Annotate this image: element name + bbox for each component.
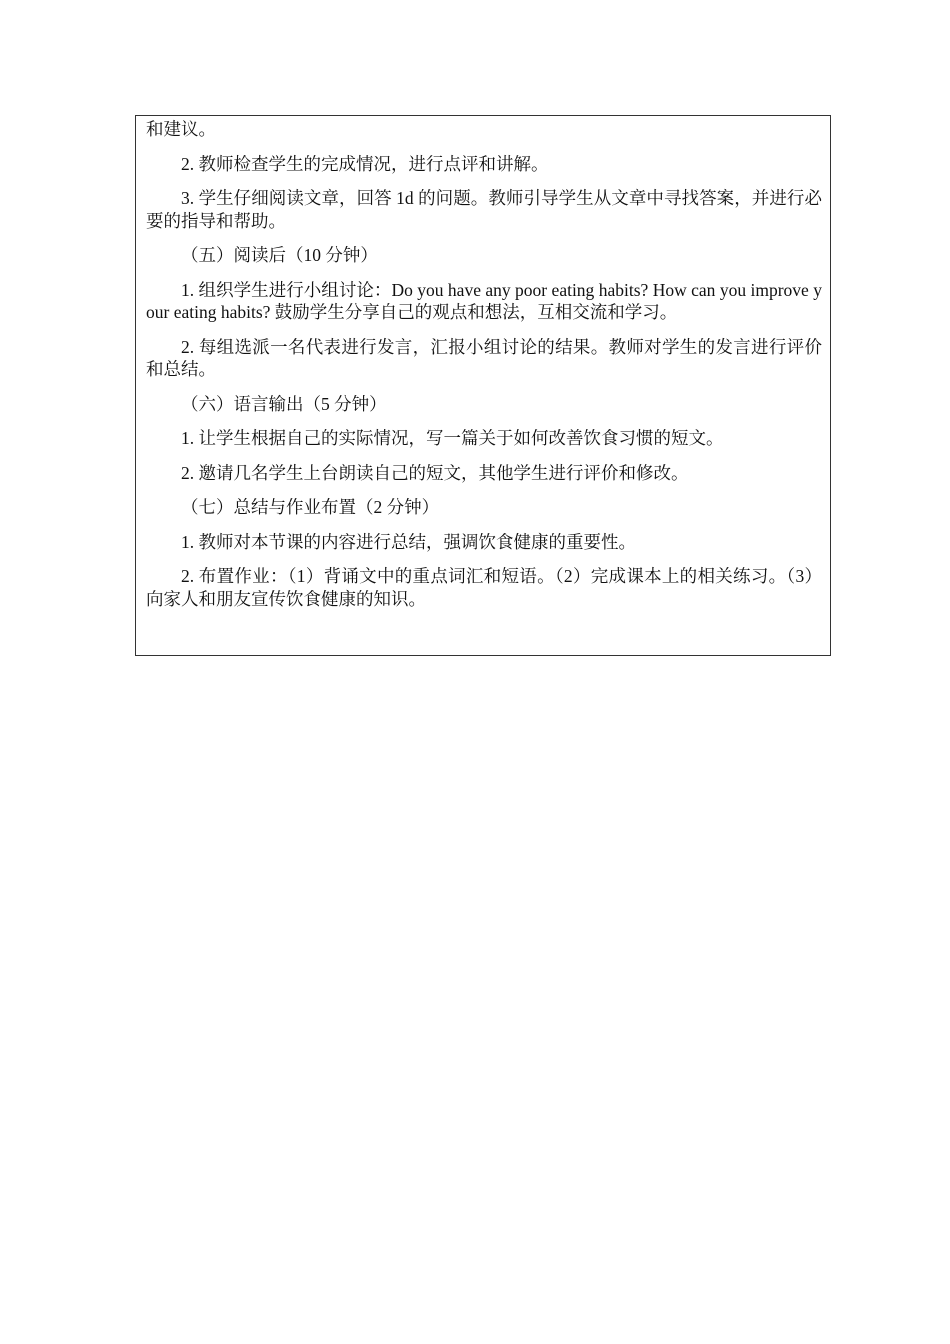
paragraph-step-3-read: 3. 学生仔细阅读文章，回答 1d 的问题。教师引导学生从文章中寻找答案，并进行必要的指导和帮助。	[146, 188, 822, 231]
paragraph-group-discussion: 1. 组织学生进行小组讨论：Do you have any poor eating habits? How can you improve your eating habits? 鼓励学生分享自己的观点和想法，互相交流和学习。	[146, 279, 822, 322]
paragraph-homework: 2. 布置作业：（1）背诵文中的重点词汇和短语。（2）完成课本上的相关练习。（3）向家人和朋友宣传饮食健康的知识。	[146, 566, 822, 609]
section-heading-summary-homework: （七）总结与作业布置（2 分钟）	[181, 497, 440, 517]
lesson-plan-table-cell	[135, 115, 831, 656]
section-heading-language-output: （六）语言输出（5 分钟）	[181, 393, 387, 414]
paragraph-reading-aloud: 2. 邀请几名学生上台朗读自己的短文，其他学生进行评价和修改。	[181, 462, 689, 483]
paragraph-step-2-check: 2. 教师检查学生的完成情况，进行点评和讲解。	[181, 153, 549, 174]
paragraph-summary: 1. 教师对本节课的内容进行总结，强调饮食健康的重要性。	[181, 531, 636, 552]
paragraph-group-report: 2. 每组选派一名代表进行发言，汇报小组讨论的结果。教师对学生的发言进行评价和总结。	[146, 336, 822, 379]
section-heading-after-reading: （五）阅读后（10 分钟）	[181, 245, 378, 265]
paragraph-writing-task: 1. 让学生根据自己的实际情况，写一篇关于如何改善饮食习惯的短文。	[181, 428, 724, 448]
paragraph-continuation: 和建议。	[146, 119, 216, 139]
lesson-plan-content	[146, 118, 822, 622]
